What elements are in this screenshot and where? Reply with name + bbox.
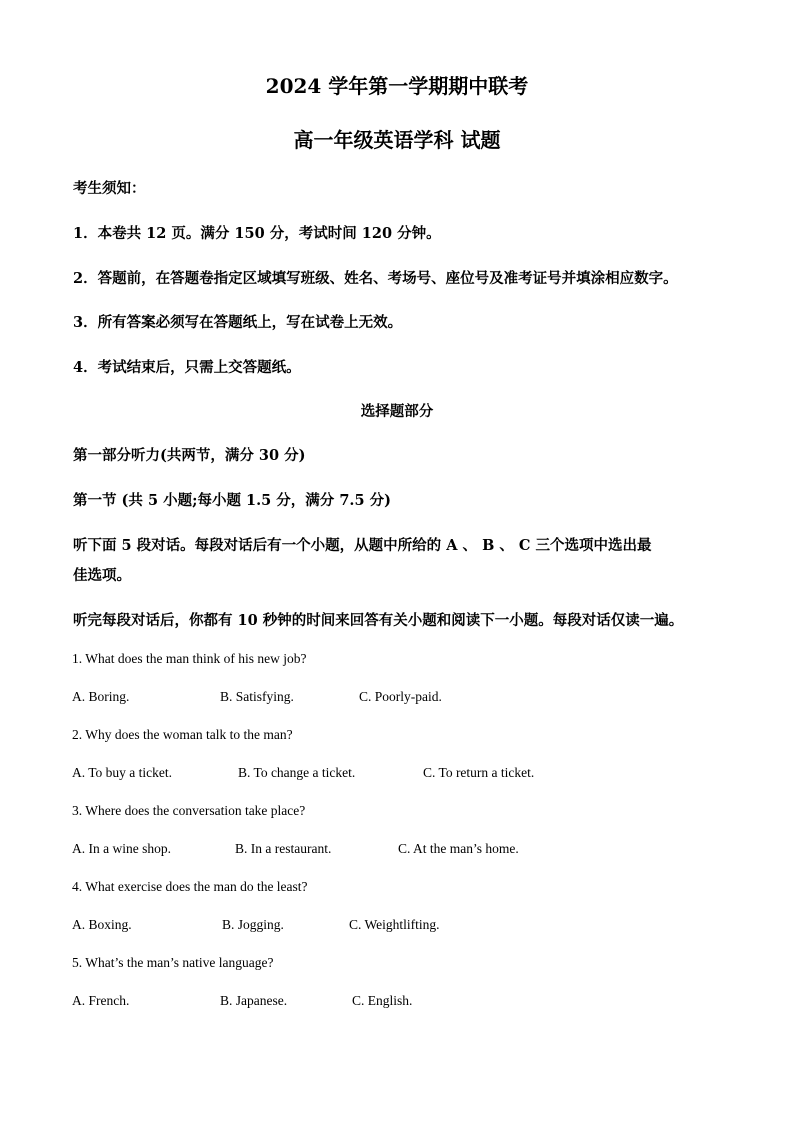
q2-option-c: C. To return a ticket. [423, 765, 535, 780]
q3-option-c: C. At the man’s home. [398, 841, 519, 856]
question-4: 4. What exercise does the man do the least? [72, 879, 308, 894]
notice-heading: 考生须知： [73, 180, 146, 197]
sub1-heading: 第一节 (共 5 小题;每小题 1.5 分，满分 7.5 分) [73, 492, 391, 509]
question-3: 3. Where does the conversation take place? [72, 803, 306, 818]
notice-item-4: 4．考试结束后，只需上交答题纸。 [73, 359, 301, 376]
q5-option-b: B. Japanese. [220, 993, 288, 1008]
notice-item-2: 2．答题前，在答题卷指定区域填写班级、姓名、考场号、座位号及准考证号并填涂相应数字。 [73, 270, 678, 287]
instruction-2: 听完每段对话后，你都有 10 秒钟的时间来回答有关小题和阅读下一小题。每段对话仅读一遍。 [73, 612, 684, 629]
q2-option-a: A. To buy a ticket. [72, 765, 173, 780]
q2-option-b: B. To change a ticket. [238, 765, 356, 780]
q5-option-a: A. French. [72, 993, 130, 1008]
q3-option-b: B. In a restaurant. [235, 841, 332, 856]
instruction-line-2: 佳选项。 [73, 567, 131, 584]
q1-option-c: C. Poorly-paid. [359, 689, 442, 704]
part1-heading: 第一部分听力(共两节，满分 30 分) [73, 447, 306, 464]
q4-option-b: B. Jogging. [222, 917, 284, 932]
question-1: 1. What does the man think of his new job? [72, 651, 307, 666]
section-title: 选择题部分 [360, 403, 434, 420]
exam-title: 2024 学年第一学期期中联考 [265, 74, 529, 98]
q3-option-a: A. In a wine shop. [72, 841, 171, 856]
instruction-line-1: 听下面 5 段对话。每段对话后有一个小题，从题中所给的 A 、 B 、 C 三个选项中选出最 [73, 537, 652, 554]
question-2: 2. Why does the woman talk to the man? [72, 727, 293, 742]
q4-option-a: A. Boxing. [72, 917, 132, 932]
exam-subtitle: 高一年级英语学科 试题 [293, 128, 501, 152]
q5-option-c: C. English. [352, 993, 413, 1008]
q1-option-b: B. Satisfying. [220, 689, 294, 704]
notice-item-1: 1．本卷共 12 页。满分 150 分，考试时间 120 分钟。 [73, 225, 441, 242]
notice-item-3: 3．所有答案必须写在答题纸上，写在试卷上无效。 [73, 314, 403, 331]
q1-option-a: A. Boring. [72, 689, 130, 704]
q4-option-c: C. Weightlifting. [349, 917, 440, 932]
question-5: 5. What’s the man’s native language? [72, 955, 274, 970]
